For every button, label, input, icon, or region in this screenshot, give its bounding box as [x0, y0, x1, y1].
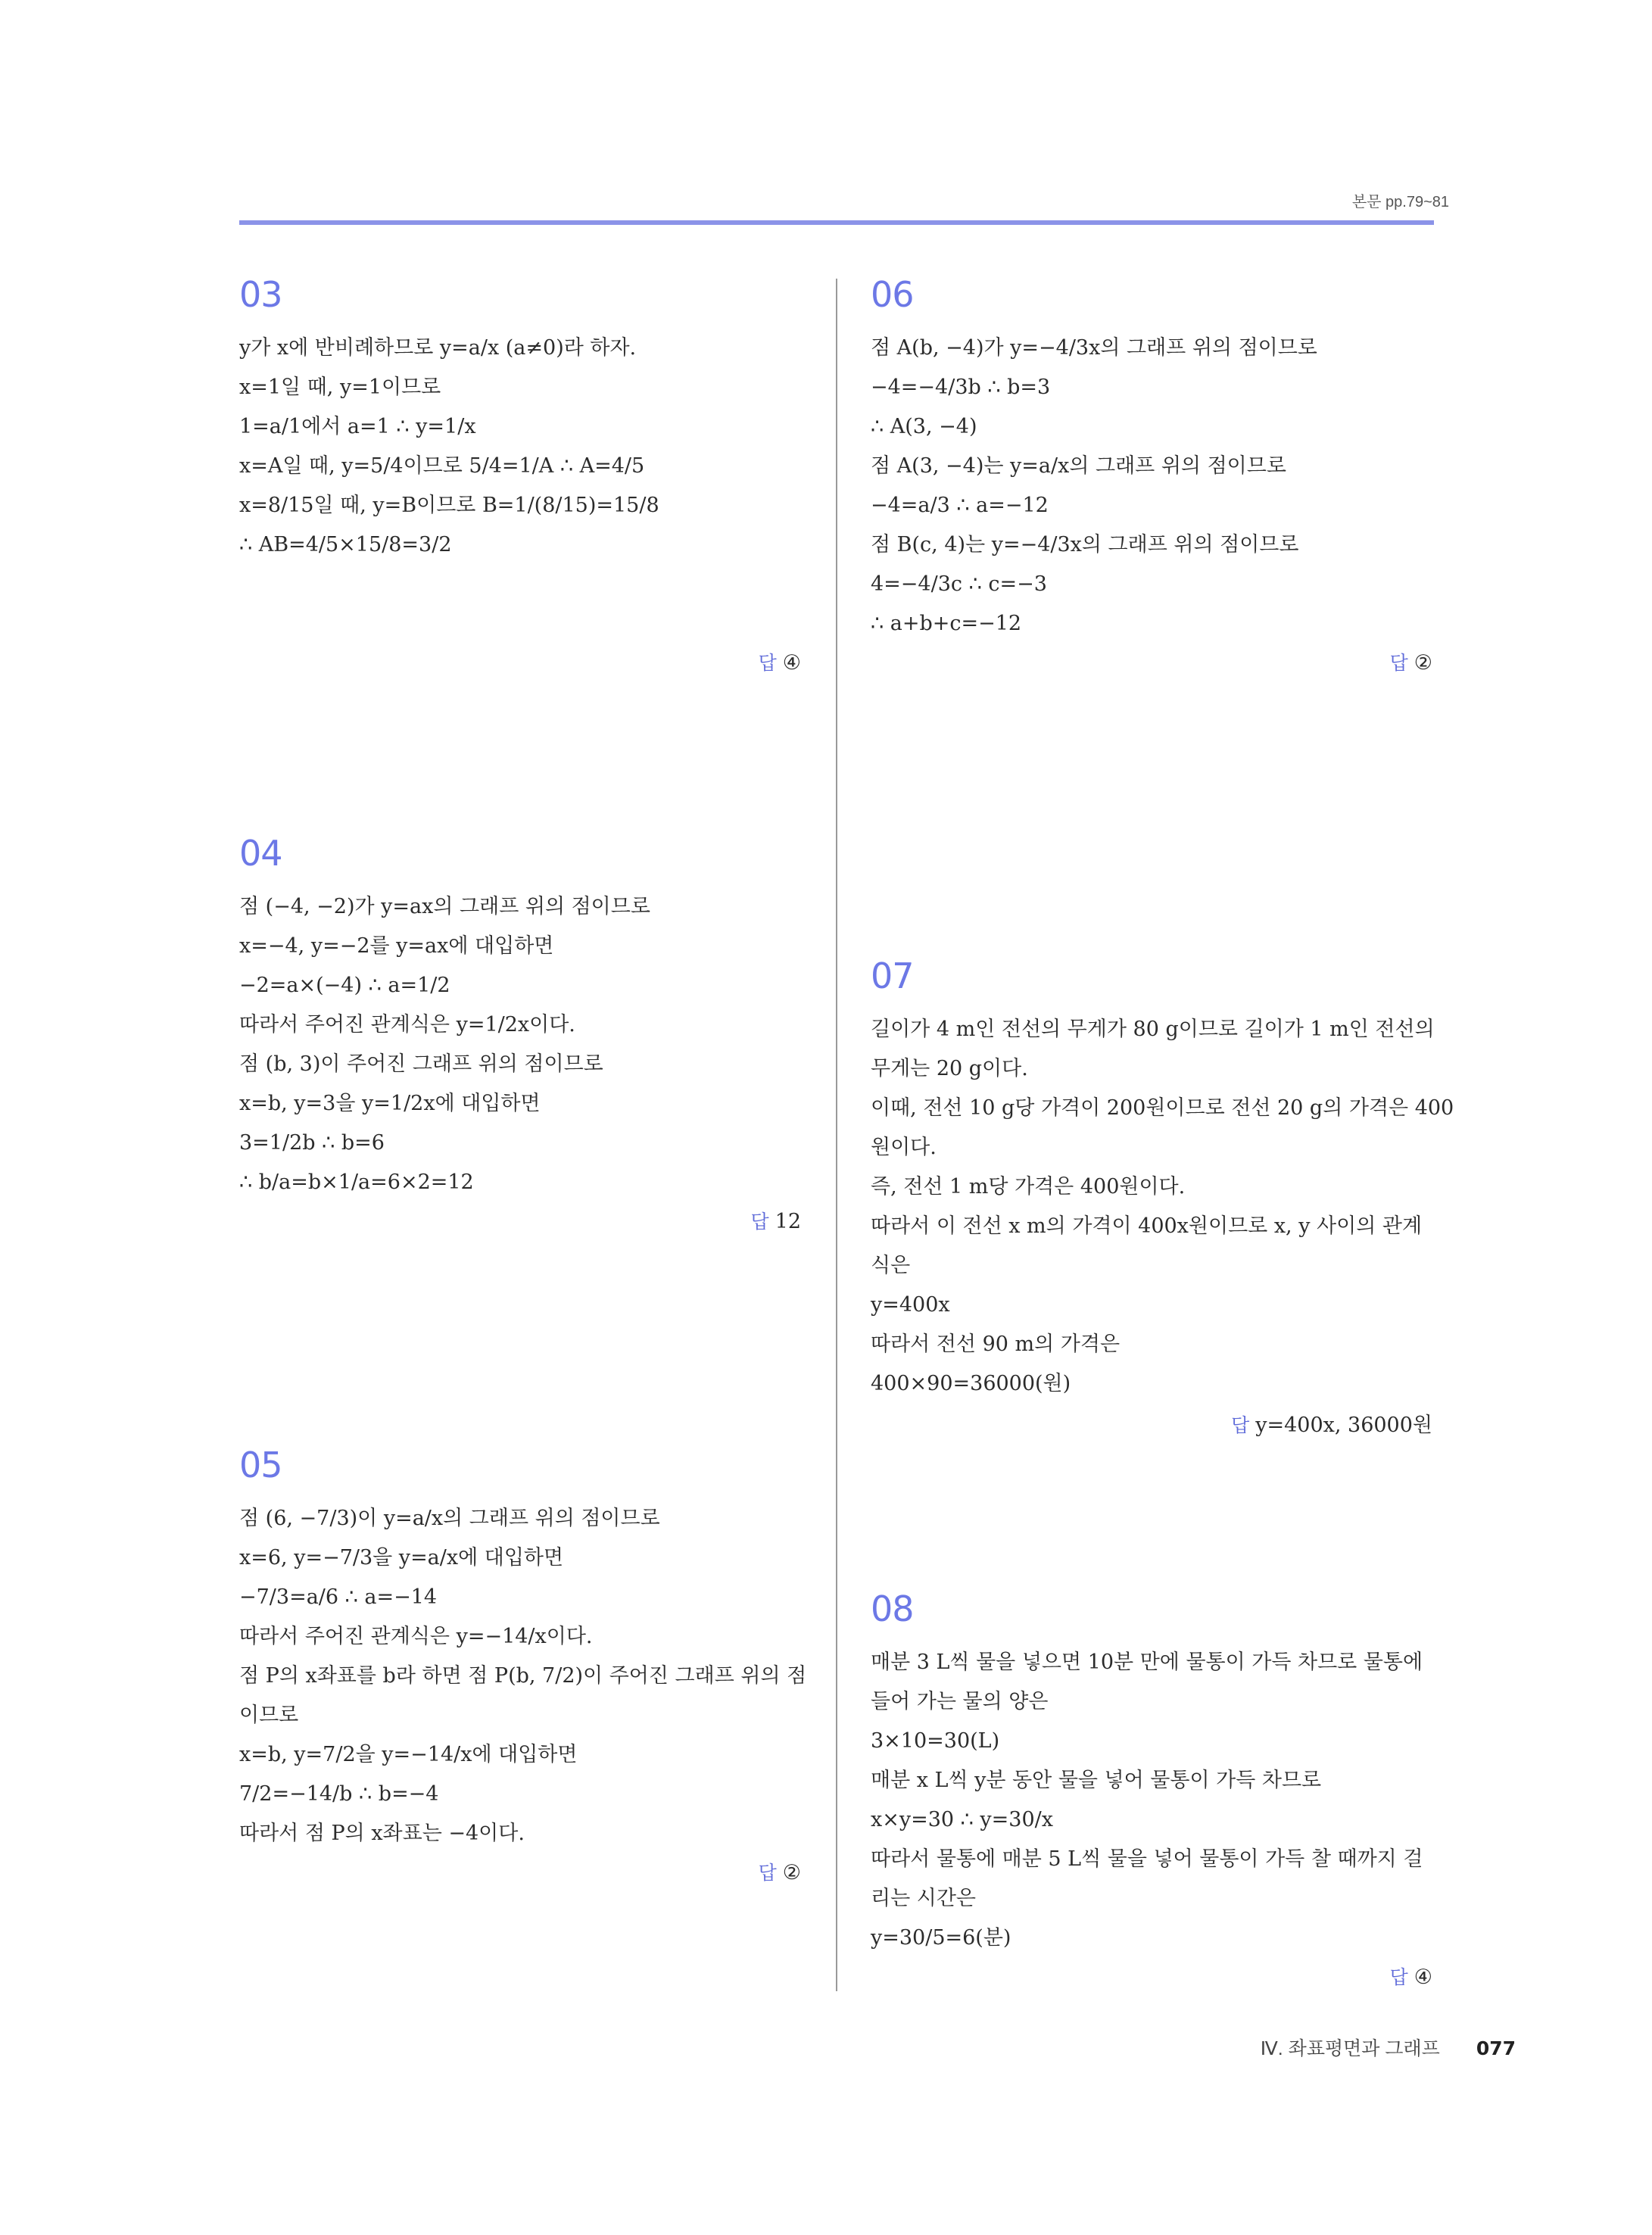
solution-line: x×y=30 ∴ y=30/x	[871, 1808, 1053, 1831]
solution-line: ∴ A(3, −4)	[871, 415, 977, 438]
solution-line: 따라서 이 전선 x m의 가격이 400x원이므로 x, y 사이의 관계	[871, 1214, 1423, 1238]
solution-line: x=8/15일 때, y=B이므로 B=1/(8/15)=15/8	[239, 494, 659, 517]
page-footer	[1261, 2034, 1516, 2061]
answer-label: 답	[1389, 1966, 1408, 1988]
problem-number: 07	[871, 955, 914, 996]
solution-line: 리는 시간은	[871, 1887, 976, 1910]
answer-label: 답	[758, 652, 777, 674]
answer-value: 12	[775, 1210, 801, 1233]
solution-line: x=−4, y=−2를 y=ax에 대입하면	[239, 934, 554, 958]
solution-line: 즉, 전선 1 m당 가격은 400원이다.	[871, 1175, 1186, 1199]
answer	[1231, 1408, 1432, 1438]
answer-value: ②	[782, 1861, 801, 1884]
answer	[750, 1207, 801, 1234]
solution-line: 따라서 주어진 관계식은 y=−14/x이다.	[239, 1625, 593, 1648]
solution-line: 400×90=36000(원)	[871, 1372, 1071, 1395]
solution-line: 들어 가는 물의 양은	[871, 1690, 1049, 1713]
solution-line: ∴ a+b+c=−12	[871, 612, 1022, 635]
solution-line: x=b, y=7/2을 y=−14/x에 대입하면	[239, 1743, 578, 1766]
solution-line: 3=1/2b ∴ b=6	[239, 1131, 385, 1155]
solution-line: ∴ b/a=b×1/a=6×2=12	[239, 1170, 474, 1194]
solution-line: 점 (6, −7/3)이 y=a/x의 그래프 위의 점이므로	[239, 1507, 660, 1530]
solution-line: y가 x에 반비례하므로 y=a/x (a≠0)라 하자.	[239, 336, 637, 360]
solution-line: −4=a/3 ∴ a=−12	[871, 494, 1049, 517]
solution-line: 3×10=30(L)	[871, 1729, 1000, 1753]
answer-value: y=400x, 36000원	[1255, 1414, 1432, 1437]
solution-line: 따라서 점 P의 x좌표는 −4이다.	[239, 1822, 525, 1845]
solution-line: 식은	[871, 1254, 911, 1277]
solution-line: 점 A(b, −4)가 y=−4/3x의 그래프 위의 점이므로	[871, 336, 1317, 360]
solution-line: 매분 x L씩 y분 동안 물을 넣어 물통이 가득 차므로	[871, 1769, 1322, 1792]
answer-label: 답	[750, 1211, 769, 1233]
solution-line: 이때, 전선 10 g당 가격이 200원이므로 전선 20 g의 가격은 400	[871, 1096, 1454, 1120]
solution-line: 따라서 전선 90 m의 가격은	[871, 1333, 1121, 1356]
answer-value: ④	[782, 651, 801, 675]
problem-08	[871, 1588, 1432, 1989]
answer-value: ②	[1414, 651, 1432, 675]
answer	[759, 1858, 801, 1885]
answer	[759, 648, 801, 675]
solution-line: x=A일 때, y=5/4이므로 5/4=1/A ∴ A=4/5	[239, 454, 645, 478]
answer-value: ④	[1414, 1965, 1432, 1989]
problem-number: 06	[871, 274, 914, 315]
solution-line: y=400x	[871, 1293, 950, 1317]
solution-line: −2=a×(−4) ∴ a=1/2	[239, 974, 450, 997]
solution-line: −7/3=a/6 ∴ a=−14	[239, 1585, 438, 1609]
page-number: 077	[1476, 2037, 1516, 2059]
solution-line: y=30/5=6(분)	[871, 1926, 1011, 1950]
solution-line: 1=a/1에서 a=1 ∴ y=1/x	[239, 415, 476, 438]
problem-06	[871, 274, 1432, 675]
solution-line: 7/2=−14/b ∴ b=−4	[239, 1782, 439, 1806]
section-title: Ⅳ. 좌표평면과 그래프	[1260, 2038, 1440, 2059]
problem-number: 04	[239, 833, 282, 874]
problem-number: 03	[239, 274, 282, 315]
answer-label: 답	[1389, 652, 1408, 674]
problem-number: 08	[871, 1588, 914, 1629]
solution-line: 무게는 20 g이다.	[871, 1057, 1028, 1080]
solution-line: 점 A(3, −4)는 y=a/x의 그래프 위의 점이므로	[871, 454, 1286, 478]
solution-line: −4=−4/3b ∴ b=3	[871, 376, 1051, 399]
solution-line: x=6, y=−7/3을 y=a/x에 대입하면	[239, 1546, 564, 1569]
answer-label: 답	[1231, 1414, 1250, 1436]
solution-line: x=1일 때, y=1이므로	[239, 376, 441, 399]
solution-line: 이므로	[239, 1704, 299, 1727]
solution-line: 점 P의 x좌표를 b라 하면 점 P(b, 7/2)이 주어진 그래프 위의 점	[239, 1664, 807, 1688]
solution-line: 길이가 4 m인 전선의 무게가 80 g이므로 길이가 1 m인 전선의	[871, 1018, 1435, 1041]
solution-line: 4=−4/3c ∴ c=−3	[871, 572, 1047, 596]
problem-number: 05	[239, 1445, 282, 1485]
answer-label: 답	[758, 1862, 777, 1884]
solution-line: 따라서 물통에 매분 5 L씩 물을 넣어 물통이 가득 찰 때까지 걸	[871, 1847, 1423, 1871]
solution-line: 점 B(c, 4)는 y=−4/3x의 그래프 위의 점이므로	[871, 533, 1299, 556]
problem-04	[239, 833, 801, 1233]
answer	[1390, 648, 1432, 675]
solution-line: ∴ AB=4/5×15/8=3/2	[239, 533, 452, 556]
header-rule	[239, 220, 1434, 225]
column-divider	[836, 279, 837, 1991]
solution-line: 따라서 주어진 관계식은 y=1/2x이다.	[239, 1013, 575, 1036]
solution-line: 점 (b, 3)이 주어진 그래프 위의 점이므로	[239, 1052, 603, 1076]
answer	[1390, 1962, 1432, 1990]
problem-03	[239, 274, 801, 675]
solution-line: x=b, y=3을 y=1/2x에 대입하면	[239, 1092, 541, 1115]
solution-line: 매분 3 L씩 물을 넣으면 10분 만에 물통이 가득 차므로 물통에	[871, 1651, 1423, 1674]
solution-line: 점 (−4, −2)가 y=ax의 그래프 위의 점이므로	[239, 895, 650, 918]
solution-line: 원이다.	[871, 1136, 937, 1159]
page-reference: 본문 pp.79~81	[1351, 194, 1449, 210]
problem-07	[871, 955, 1454, 1437]
problem-05	[239, 1445, 807, 1884]
